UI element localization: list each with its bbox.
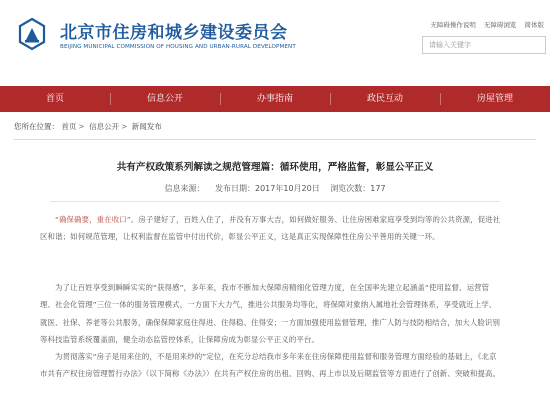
breadcrumb-separator: > [78,122,85,131]
nav-item-public-interaction[interactable]: 政民互动 [330,86,440,112]
accessibility-guide-link[interactable]: 无障碍操作说明 [430,21,476,29]
breadcrumb-home[interactable]: 首页 [61,122,77,131]
date-value: 2017年10月20日 [255,184,320,193]
source-label: 信息来源： [164,184,205,193]
article-paragraph-3: 为贯彻落实“房子是用来住的，不是用来炒的”定位，在充分总结我市多年来在住房保障使用监督和服务管理方面经验的基础上，《北京市共有产权住房管理暂行办法》（以下简称《办法》）在共有产权住房的出租、回购、再上市以及后期监管等方面进行了创新、突破和提高。 [40,352,501,379]
date-label: 发布日期： [215,184,255,193]
breadcrumb-separator: > [121,122,128,131]
nav-item-info-disclosure[interactable]: 信息公开 [110,86,220,112]
top-links [424,20,544,29]
site-title[interactable]: 北京市住房和城乡建设委员会 [60,23,288,43]
commission-emblem-icon[interactable] [14,16,50,52]
meta-divider [50,201,500,202]
breadcrumb-divider [14,139,536,140]
site-header [0,0,550,86]
article-title: 共有产权政策系列解读之规范管理篇：循环使用，严格监督，彰显公平正义 [116,162,434,173]
accessibility-browse-link[interactable]: 无障碍浏览 [483,21,517,29]
paragraph-1-quote: “确保确要，重在收口”。 [55,215,139,224]
article-meta [0,183,550,194]
site-subtitle-en: BEIJING MUNICIPAL COMMISSION OF HOUSING AND URBAN-RURAL DEVELOPMENT [60,44,296,50]
paragraph-1-text: 房子建好了，百姓入住了，并没有万事大吉，如何做好服务、让住房困难家庭享受到均等的公共资源，促进社区和谐；如何规范管理，让权利监督在监管中付出代价，彰显公平正义，这是真正实现保障性住房公平善用的关键一环。 [40,215,501,242]
search-input[interactable] [422,36,546,54]
article-paragraph-2: 为了让百姓享受到瞬瞬实实的“获得感”，多年来，我市不断加大保障房精细化管理力度，在全国率先建立起涵盖“使用监督、运营管理、社会化管理”三位一体的服务管理模式，一方面下大力气，推进公共服务均等化，将保障对象纳入属地社会管理体系，享受就近上学、就医、社保、养老等公共服务，确保保障家庭住得进、住得稳、住得安；一方面加强使用监督管理，推广人防与技防相结合，加大人脸识别等科技监管系统覆盖面，健全动态监管控体系，让保障房成为彰显公平正义的平台。 [40,283,500,345]
nav-item-service-guide[interactable]: 办事指南 [220,86,330,112]
breadcrumb-label: 您所在位置： [14,122,59,131]
nav-item-housing-management[interactable]: 房屋管理 [440,86,550,112]
simplified-chinese-link[interactable]: 简体版 [524,21,544,29]
breadcrumb [14,121,162,132]
views-label: 浏览次数： [330,184,371,193]
nav-item-home[interactable]: 首页 [45,94,64,104]
views-count: 177 [370,184,386,193]
breadcrumb-info-disclosure[interactable]: 信息公开 [89,122,120,131]
main-nav [0,86,550,112]
breadcrumb-news-release[interactable]: 新闻发布 [131,122,162,131]
article-paragraph-1 [40,211,502,246]
